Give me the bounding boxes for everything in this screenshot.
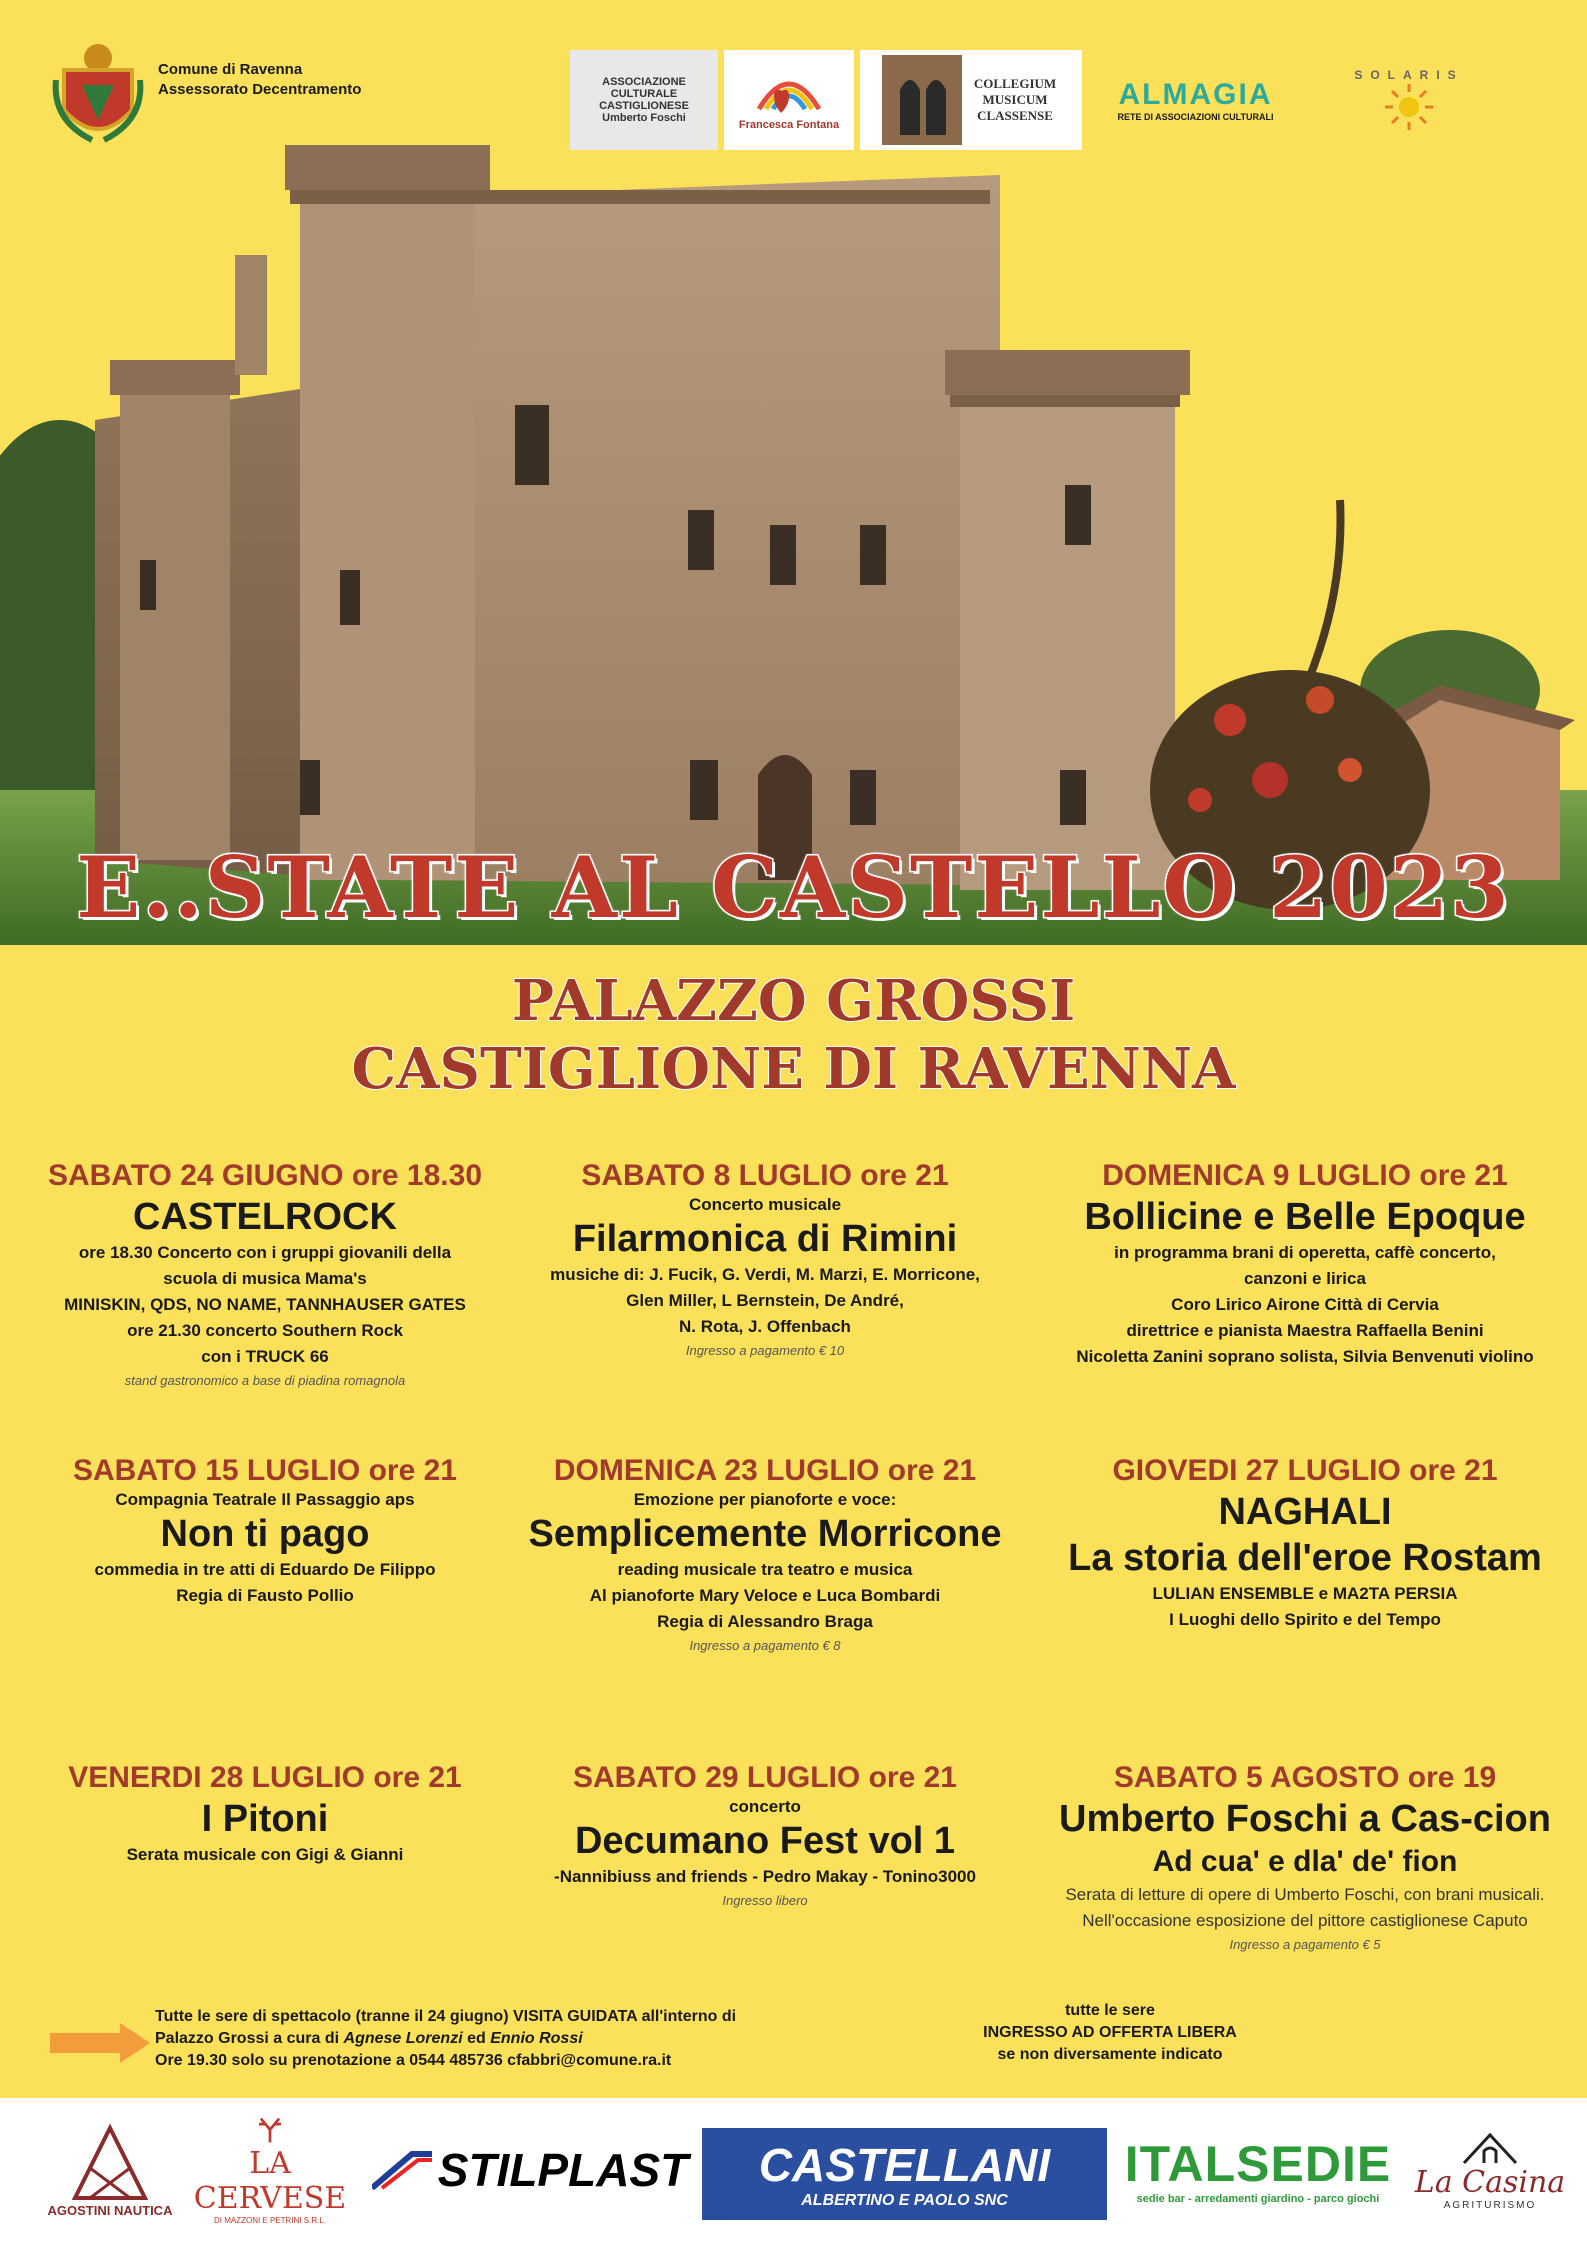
event-note: Ingresso libero — [722, 1893, 808, 1908]
sponsor-stilplast: STILPLAST — [360, 2115, 700, 2225]
event-title: I Pitoni — [201, 1798, 329, 1840]
comune-header — [52, 40, 361, 148]
event-line: reading musicale tra teatro e musica — [617, 1560, 913, 1579]
event-pitoni — [5, 1760, 525, 1868]
event-date: GIOVEDI 27 LUGLIO ore 21 — [1112, 1454, 1498, 1487]
visit-line: Palazzo Grossi a cura di Agnese Lorenzi ed Ennio Rossi — [155, 2030, 583, 2047]
visit-line: Tutte le sere di spettacolo (tranne il 24 giugno) VISITA GUIDATA all'interno di — [155, 2008, 737, 2025]
event-line: in programma brani di operetta, caffè concerto, — [1114, 1243, 1496, 1262]
logo-solaris: SOLARIS — [1309, 50, 1509, 150]
logo-collegium: COLLEGIUM MUSICUM CLASSENSE — [860, 50, 1082, 150]
event-kicker: Concerto musicale — [688, 1195, 842, 1214]
comune-office: Assessorato Decentramento — [158, 81, 362, 98]
event-title: Semplicemente Morricone — [528, 1513, 1002, 1555]
visit-line: Ore 19.30 solo su prenotazione a 0544 485736 cfabbri@comune.ra.it — [155, 2052, 672, 2069]
event-line: LULIAN ENSEMBLE e MA2TA PERSIA — [1152, 1584, 1458, 1603]
sponsor-italsedie: ITALSEDIE sedie bar - arredamenti giardino - parco giochi — [1124, 2136, 1392, 2205]
event-kicker: Compagnia Teatrale Il Passaggio aps — [115, 1490, 415, 1509]
event-note: Ingresso a pagamento € 10 — [685, 1343, 845, 1358]
event-note: stand gastronomico a base di piadina romagnola — [124, 1373, 406, 1388]
offer-line: se non diversamente indicato — [997, 2046, 1223, 2063]
arrow-right-icon — [50, 2023, 150, 2063]
event-date: VENERDI 28 LUGLIO ore 21 — [68, 1761, 462, 1794]
event-title: Filarmonica di Rimini — [572, 1218, 958, 1260]
event-naghali — [1045, 1453, 1565, 1633]
logo-umberto-foschi: ASSOCIAZIONE CULTURALE CASTIGLIONESE Umberto Foschi — [570, 50, 718, 150]
event-date: SABATO 8 LUGLIO ore 21 — [581, 1159, 949, 1192]
event-title: CASTELROCK — [133, 1196, 397, 1238]
stripes-icon — [372, 2150, 432, 2190]
event-castelrock — [5, 1158, 525, 1392]
partner-logos — [570, 50, 1509, 150]
event-bollicine — [1045, 1158, 1565, 1370]
sponsor-la-cervese: LA CERVESE DI MAZZONI E PETRINI S.R.L. — [185, 2115, 355, 2225]
event-line: canzoni e lirica — [1244, 1269, 1366, 1288]
event-line: Nicoletta Zanini soprano solista, Silvia Benvenuti violino — [1076, 1347, 1534, 1366]
event-line: Regia di Fausto Pollio — [176, 1586, 354, 1605]
event-line: con i TRUCK 66 — [201, 1347, 329, 1366]
sponsor-agostini: AGOSTINI NAUTICA — [30, 2115, 190, 2225]
venue-location: CASTIGLIONE DI RAVENNA — [351, 1036, 1236, 1102]
event-filarmonica — [505, 1158, 1025, 1362]
event-line: Coro Lirico Airone Città di Cervia — [1171, 1295, 1439, 1314]
guided-visit-info — [155, 2006, 736, 2072]
event-note: Ingresso a pagamento € 5 — [1229, 1937, 1381, 1952]
offer-line: INGRESSO AD OFFERTA LIBERA — [983, 2024, 1237, 2041]
free-entry-info — [960, 2000, 1260, 2066]
event-title: Bollicine e Belle Epoque — [1084, 1196, 1526, 1238]
event-kicker: Emozione per pianoforte e voce: — [633, 1490, 897, 1509]
event-line: scuola di musica Mama's — [163, 1269, 367, 1288]
event-decumano — [505, 1760, 1025, 1912]
event-line: MINISKIN, QDS, NO NAME, TANNHAUSER GATES — [64, 1295, 466, 1314]
event-umberto-foschi — [1020, 1760, 1587, 1956]
event-line: Serata di letture di opere di Umberto Foschi, con brani musicali. — [1065, 1885, 1545, 1904]
event-non-ti-pago — [5, 1453, 525, 1609]
venue-name: PALAZZO GROSSI — [511, 968, 1076, 1034]
event-line: -Nannibiuss and friends - Pedro Makay - Tonino3000 — [554, 1867, 976, 1886]
sponsor-castellani: CASTELLANI ALBERTINO E PAOLO SNC — [702, 2128, 1107, 2220]
event-title: Non ti pago — [160, 1513, 370, 1555]
event-line: Regia di Alessandro Braga — [657, 1612, 873, 1631]
event-subtitle: La storia dell'eroe Rostam — [1068, 1537, 1542, 1579]
house-icon — [1460, 2129, 1520, 2165]
event-kicker: concerto — [729, 1797, 801, 1816]
event-line: I Luoghi dello Spirito e del Tempo — [1169, 1610, 1441, 1629]
event-line: Glen Miller, L Bernstein, De André, — [626, 1291, 904, 1310]
event-date: DOMENICA 9 LUGLIO ore 21 — [1102, 1159, 1508, 1192]
event-line: Al pianoforte Mary Veloce e Luca Bombardi — [589, 1586, 941, 1605]
logo-francesca-fontana: Francesca Fontana — [724, 50, 854, 150]
event-title: NAGHALI — [1218, 1491, 1392, 1533]
event-title: Umberto Foschi a Cas-cion — [1059, 1798, 1551, 1840]
event-line: commedia in tre atti di Eduardo De Filippo — [94, 1560, 436, 1579]
event-subtitle: Ad cua' e dla' de' fion — [1152, 1845, 1458, 1878]
logo-almagia: ALMAGIA RETE DI ASSOCIAZIONI CULTURALI — [1117, 78, 1274, 122]
triangle-logo-icon — [70, 2123, 150, 2203]
event-line: musiche di: J. Fucik, G. Verdi, M. Marzi, E. Morricone, — [550, 1265, 980, 1284]
sponsor-la-casina: La Casina AGRITURISMO — [1410, 2115, 1570, 2225]
comune-name: Comune di Ravenna — [158, 61, 303, 78]
event-line: Nell'occasione esposizione del pittore castiglionese Caputo — [1082, 1911, 1528, 1930]
event-date: DOMENICA 23 LUGLIO ore 21 — [553, 1454, 977, 1487]
event-morricone — [505, 1453, 1025, 1657]
event-note: Ingresso a pagamento € 8 — [689, 1638, 841, 1653]
event-line: Serata musicale con Gigi & Gianni — [126, 1845, 404, 1864]
event-date: SABATO 15 LUGLIO ore 21 — [73, 1454, 457, 1487]
event-line: N. Rota, J. Offenbach — [679, 1317, 851, 1336]
event-line: ore 18.30 Concerto con i gruppi giovanili della — [78, 1243, 452, 1262]
event-title: Decumano Fest vol 1 — [574, 1820, 956, 1862]
ravenna-crest-icon — [52, 40, 144, 148]
offer-line: tutte le sere — [1065, 2002, 1155, 2019]
event-date: SABATO 24 GIUGNO ore 18.30 — [47, 1159, 483, 1192]
event-line: ore 21.30 concerto Southern Rock — [127, 1321, 403, 1340]
page-title: E..STATE AL CASTELLO 2023 — [76, 838, 1511, 937]
event-date: SABATO 5 AGOSTO ore 19 — [1113, 1761, 1497, 1794]
rainbow-heart-icon — [754, 69, 824, 119]
event-line: direttrice e pianista Maestra Raffaella Benini — [1126, 1321, 1484, 1340]
window-photo-icon — [882, 55, 962, 145]
sun-icon — [1379, 82, 1439, 132]
hero-photo — [0, 0, 1587, 945]
deer-icon — [250, 2115, 290, 2146]
event-date: SABATO 29 LUGLIO ore 21 — [573, 1761, 957, 1794]
